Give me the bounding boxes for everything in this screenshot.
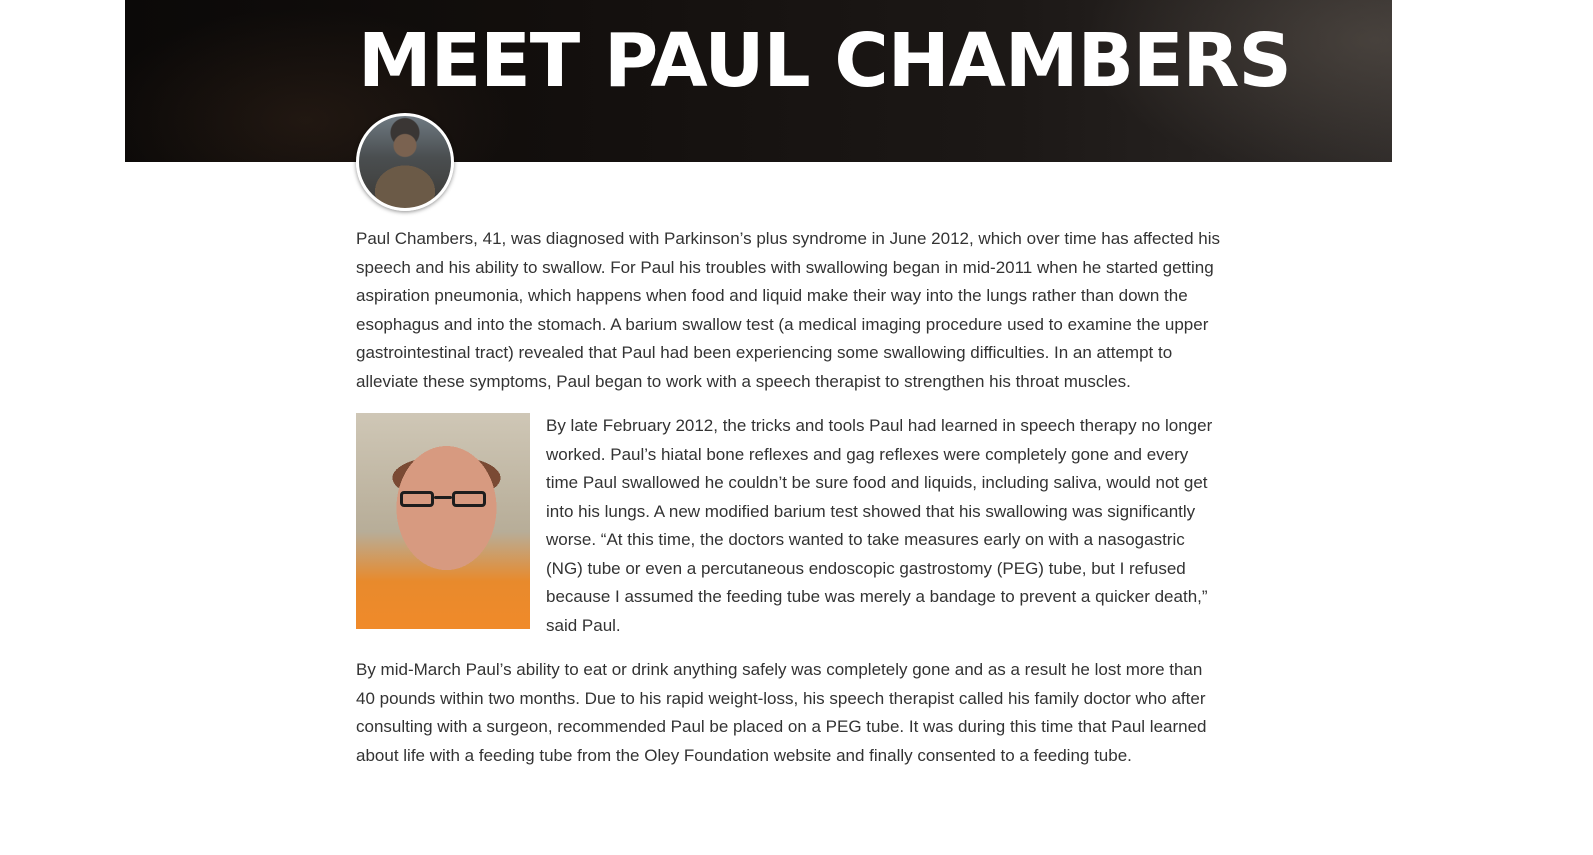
glasses-graphic [400, 491, 486, 509]
article-paragraph-1: Paul Chambers, 41, was diagnosed with Parkinson’s plus syndrome in June 2012, which over time has affected his speech and his ability to swallow. For Paul his troubles with swallowing began in mid-2011 when he started getting aspiration pneumonia, which happens when food and liquid make their way into the lungs rather than down the esophagus and into the stomach. A barium swallow test (a medical imaging procedure used to examine the upper gastrointestinal tract) revealed that Paul had been experiencing some swallowing difficulties. In an attempt to alleviate these symptoms, Paul began to work with a speech therapist to strengthen his throat muscles. [356, 229, 1221, 391]
portrait-photo [356, 413, 530, 629]
article-paragraph-2: By late February 2012, the tricks and tools Paul had learned in speech therapy no longer worked. Paul’s hiatal bone reflexes and gag reflexes were completely gone and every time Paul swallowed he couldn’t be sure food and liquids, including saliva, would not get into his lungs. A new modified barium test showed that his swallowing was significantly worse. “At this time, the doctors wanted to take measures early on with a nasogastric (NG) tube or even a percutaneous endoscopic gastrostomy (PEG) tube, but I refused because I assumed the feeding tube was merely a bandage to prevent a quicker death,” said Paul. [546, 416, 1213, 635]
profile-avatar [356, 113, 454, 211]
hero-banner [125, 0, 1392, 162]
article-body [356, 225, 1224, 786]
article-paragraph-3: By mid-March Paul’s ability to eat or drink anything safely was completely gone and as a result he lost more than 40 pounds within two months. Due to his rapid weight-loss, his speech therapist called his family doctor who after consulting with a surgeon, recommended Paul be placed on a PEG tube. It was during this time that Paul learned about life with a feeding tube from the Oley Foundation website and finally consented to a feeding tube. [356, 660, 1207, 765]
page-title: MEET PAUL CHAMBERS [358, 18, 1291, 104]
